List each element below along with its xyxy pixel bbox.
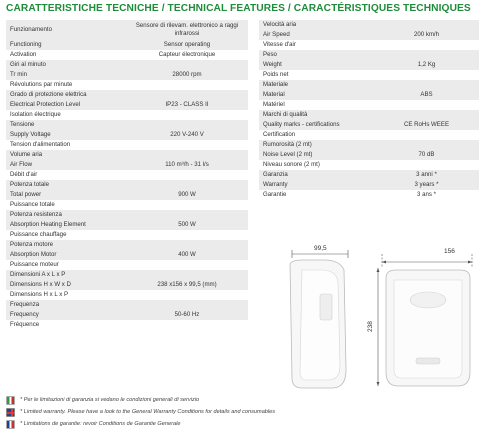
spec-label: Weight [263,60,282,68]
spec-row-rumorosita-2-mt [259,140,479,150]
spec-label: Marchi di qualità [263,110,308,118]
spec-row-supply-voltage [6,130,248,140]
spec-row-material [259,90,479,100]
spec-label: Débit d'air [10,170,38,178]
spec-label: Poids net [263,70,289,78]
page-title: CARATTERISTICHE TECNICHE / TECHNICAL FEATURES / CARACTÉRISTIQUES TECHNIQUES [6,3,471,14]
spec-label: Tr min [10,70,28,78]
spec-value: Sensor operating [163,40,211,48]
spec-row-dimensioni-a-x-l-x-p [6,270,248,280]
spec-row-tension-d-alimentation [6,140,248,150]
spec-row-air-flow [6,160,248,170]
spec-row-absorption-motor [6,250,248,260]
dimension-drawings [262,240,498,390]
spec-row-functioning [6,40,248,50]
spec-label: Tensione [10,120,35,128]
spec-value: 28000 rpm [172,70,202,78]
spec-row-absorption-heating-element [6,220,248,230]
spec-label: Absorption Motor [10,250,57,258]
spec-label: Niveau sonore (2 mt) [263,160,320,168]
spec-label: Material [263,90,285,98]
side-view-drawing [290,245,348,388]
flag-it-icon [6,396,15,405]
spec-label: Certification [263,130,296,138]
spec-value: 110 m³/h - 31 l/s [165,160,209,168]
spec-value: Capteur électronique [158,50,216,58]
spec-label: Frequenza [10,300,40,308]
spec-row-puissance-chauffage [6,230,248,240]
spec-value: 1,2 Kg [417,60,436,68]
spec-label: Révolutions par minute [10,80,73,88]
spec-label: Vitesse d'air [263,40,296,48]
spec-value: 3 ans * [417,190,436,198]
spec-row-frequency [6,310,248,320]
spec-label: Dimensioni A x L x P [10,270,66,278]
spec-label: Funzionamento [10,25,53,33]
spec-row-isolation-electrique [6,110,248,120]
spec-value: 238 x156 x 99,5 (mm) [157,280,217,288]
spec-label: Peso [263,50,277,58]
features-table-left [6,20,248,330]
spec-row-velocita-aria [259,20,479,30]
spec-label: Air Speed [263,30,290,38]
spec-row-weight [259,60,479,70]
spec-value: 3 anni * [416,170,437,178]
spec-row-volume-aria [6,150,248,160]
spec-label: Potenza totale [10,180,49,188]
spec-row-frequenza [6,300,248,310]
spec-row-potenza-totale [6,180,248,190]
spec-label: Tension d'alimentation [10,140,71,148]
height-label: 238 [367,321,374,332]
spec-row-garanzia [259,170,479,180]
spec-label: Volume aria [10,150,43,158]
spec-row-grado-di-protezione-elettrica [6,90,248,100]
spec-row-dimensions-h-x-l-x-p [6,290,248,300]
spec-label: Puissance chauffage [10,230,67,238]
spec-label: Supply Voltage [10,130,51,138]
spec-row-materiel [259,100,479,110]
warranty-note [6,394,496,406]
spec-row-quality-marks-certifications [259,120,479,130]
spec-value: Sensore di rilevam. elettronico a raggi infrarossi [135,22,239,37]
spec-label: Garanzia [263,170,288,178]
spec-value: 50-60 Hz [174,310,200,318]
spec-value: CE RoHs WEEE [403,120,450,128]
warranty-notes [6,394,496,430]
spec-value: 70 dB [418,150,435,158]
spec-row-funzionamento [6,20,248,40]
spec-label: Giri al minuto [10,60,46,68]
spec-row-tensione [6,120,248,130]
spec-label: Frequency [10,310,39,318]
spec-row-debit-d-air [6,170,248,180]
front-view-drawing [367,248,472,386]
spec-row-puissance-totale [6,200,248,210]
spec-row-activation [6,50,248,60]
spec-label: Noise Level (2 mt) [263,150,313,158]
warranty-note-text: * Per le limitazioni di garanzia si vedano le condizioni generali di servizio [20,397,200,403]
features-table-right [259,20,479,200]
spec-value: 400 W [178,250,196,258]
flag-fr-icon [6,420,15,429]
spec-value: 900 W [178,190,196,198]
flag-uk-icon [6,408,15,417]
spec-row-potenza-resistenza [6,210,248,220]
spec-value: 500 W [178,220,196,228]
spec-row-revolutions-par-minute [6,80,248,90]
spec-label: Dimensions H x W x D [10,280,71,288]
spec-row-giri-al-minuto [6,60,248,70]
spec-row-vitesse-d-air [259,40,479,50]
spec-label: Matériel [263,100,285,108]
spec-row-marchi-di-qualita [259,110,479,120]
spec-label: Total power [10,190,42,198]
spec-label: Materiale [263,80,289,88]
warranty-note-text: * Limited warranty. Please have a look to the General Warranty Conditions for details and consumables [20,409,276,415]
spec-label: Activation [10,50,37,58]
spec-label: Rumorosità (2 mt) [263,140,312,148]
spec-label: Potenza resistenza [10,210,62,218]
spec-row-materiale [259,80,479,90]
spec-row-garantie [259,190,479,200]
spec-row-frequence [6,320,248,330]
spec-label: Electrical Protection Level [10,100,81,108]
spec-value: ABS [420,90,433,98]
spec-row-tr-min [6,70,248,80]
spec-row-puissance-moteur [6,260,248,270]
spec-label: Absorption Heating Element [10,220,86,228]
spec-row-dimensions-h-x-w-x-d [6,280,248,290]
spec-label: Fréquence [10,320,40,328]
spec-label: Functioning [10,40,42,48]
warranty-note [6,406,496,418]
spec-row-noise-level-2-mt [259,150,479,160]
spec-row-peso [259,50,479,60]
spec-value: 3 years * [414,180,439,188]
warranty-note [6,418,496,430]
spec-row-certification [259,130,479,140]
spec-row-niveau-sonore-2-mt [259,160,479,170]
spec-label: Grado di protezione elettrica [10,90,87,98]
spec-row-air-speed [259,30,479,40]
spec-row-electrical-protection-level [6,100,248,110]
spec-label: Velocità aria [263,20,297,28]
spec-row-potenza-motore [6,240,248,250]
spec-row-total-power [6,190,248,200]
width-label: 156 [444,248,455,255]
spec-row-poids-net [259,70,479,80]
spec-label: Isolation électrique [10,110,61,118]
spec-label: Potenza motore [10,240,54,248]
spec-label: Quality marks - certifications [263,120,340,128]
spec-value: 220 V-240 V [170,130,204,138]
spec-label: Garantie [263,190,287,198]
spec-value: IP23 - CLASS II [165,100,209,108]
spec-label: Puissance moteur [10,260,59,268]
depth-label: 99,5 [314,245,327,252]
spec-label: Air Flow [10,160,33,168]
warranty-note-text: * Limitations de garantie: revoir Conditions de Garantie Generale [20,421,181,427]
spec-value: 200 km/h [413,30,440,38]
spec-label: Puissance totale [10,200,55,208]
spec-label: Dimensions H x L x P [10,290,69,298]
spec-label: Warranty [263,180,288,188]
spec-row-warranty [259,180,479,190]
